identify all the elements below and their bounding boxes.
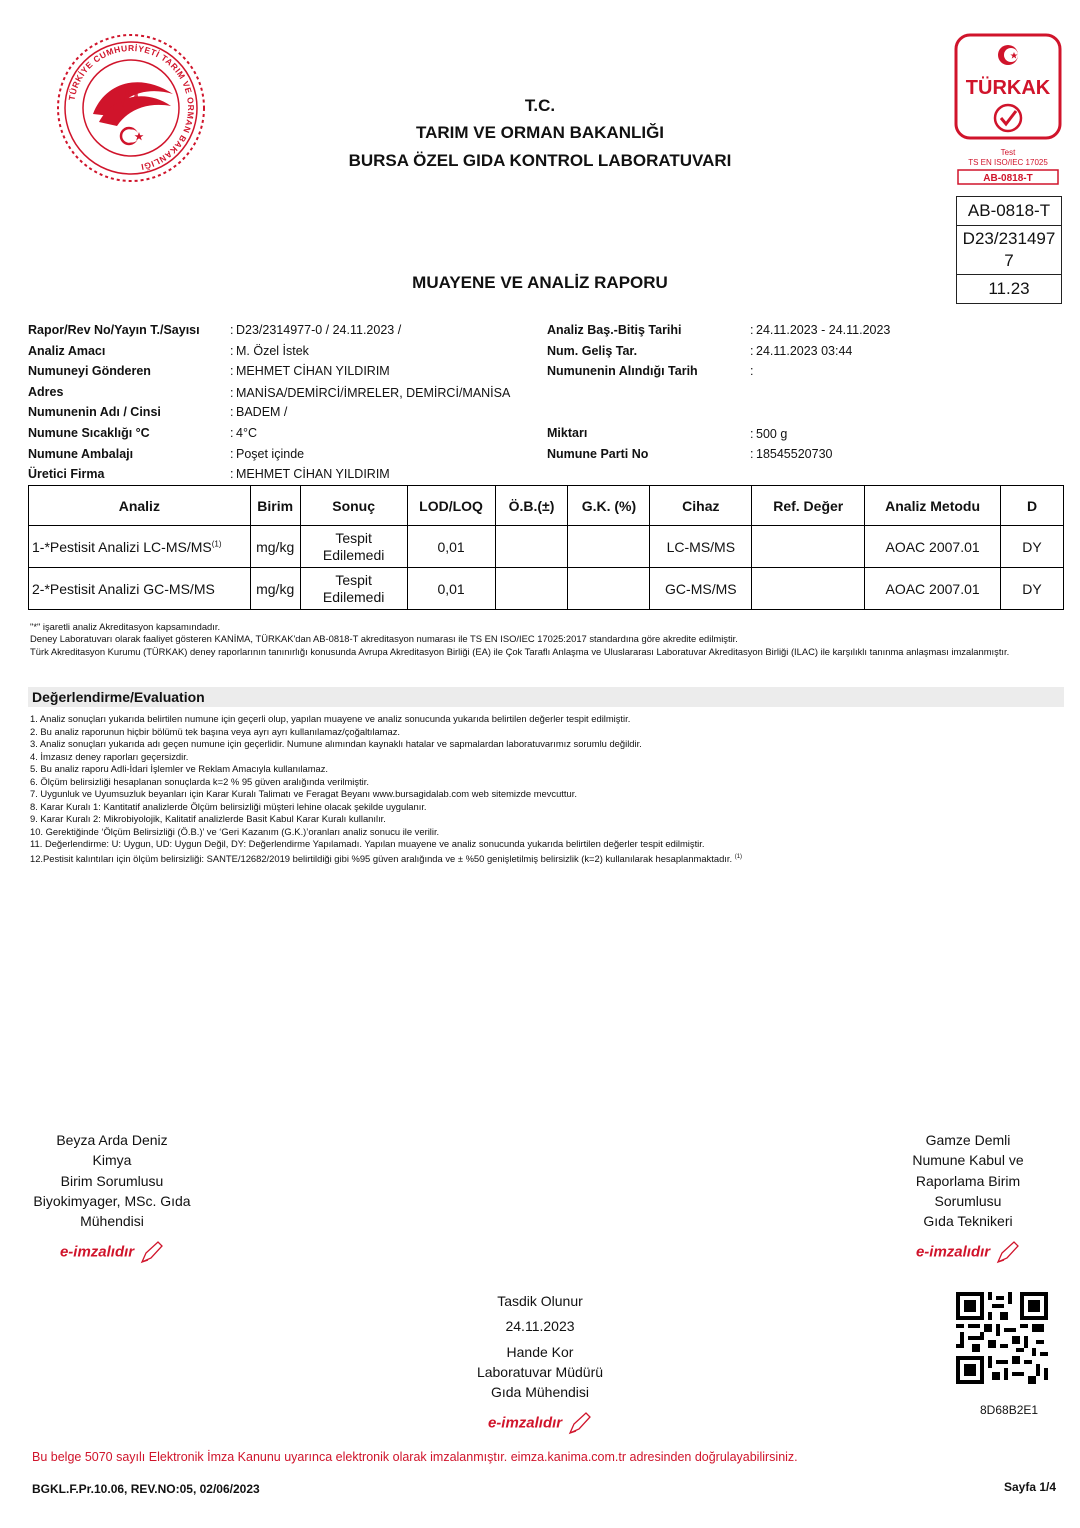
gelis-value: 24.11.2023 03:44 — [756, 343, 853, 358]
lod-loq-cell: 0,01 — [407, 526, 495, 568]
report-number-line2: 7 — [1004, 251, 1014, 270]
uretici-value: MEHMET CİHAN YILDIRIM — [236, 467, 390, 482]
results-table — [28, 485, 1064, 610]
signer-role: Laboratuvar Müdürü — [476, 1363, 604, 1380]
method-cell: AOAC 2007.01 — [865, 568, 1001, 610]
table-row — [29, 526, 1064, 568]
report-number-box — [957, 226, 1061, 275]
report-month: 11.23 — [988, 279, 1030, 298]
rapor-no-value: D23/2314977-0 / 24.11.2023 / — [236, 323, 402, 337]
analiz-tarih-label: Analiz Baş.-Bitiş Tarihi — [547, 323, 682, 337]
svg-text:TS EN ISO/IEC 17025: TS EN ISO/IEC 17025 — [968, 158, 1048, 167]
svg-text:TÜRKİYE CUMHURİYETİ TARIM VE O: TÜRKİYE CUMHURİYETİ TARIM VE ORMAN BAKANLIĞI — [66, 42, 197, 173]
svg-text:Test: Test — [1000, 148, 1016, 157]
parti-label: Numune Parti No — [547, 446, 649, 461]
sample-info-right: Analiz Baş.-Bitiş Tarihi : 24.11.2023 - 24.11.2023 Num. Geliş Tar. : 24.11.2023 03:44 Numunenin Alındığı Tarih : Miktarı : 500 g Numune Parti No : 18545520730 — [547, 320, 1047, 464]
analysis-name-cell: 1-*Pestisit Analizi LC-MS/MS$^{(1)}$ — [29, 526, 251, 568]
evaluation-list — [30, 713, 1064, 866]
lod-loq-cell: 0,01 — [407, 568, 495, 610]
list-item: 5. Bu analiz raporu Adli-İdari İşlemler ve Reklam Amacıyla kullanılamaz. — [30, 763, 329, 775]
sample-info-left: Rapor/Rev No/Yayın T./Sayısı : D23/2314977-0 / 24.11.2023 / Analiz Amacı : M. Özel İstek Numuneyi Gönderen : MEHMET CİHAN YILDIRIM Adres : MANİSA/DEMİRCİ/İMRELER, DEMİRCİ/MANİSA Numunenin Adı / Cinsi : BADEM / Numune Sıcaklığı °C : 4°C Numune Ambalajı : Poşet içinde Üretici Firma : MEHMET CİHAN YILDIRIM — [28, 320, 548, 485]
column-header: Analiz — [29, 486, 251, 526]
ambalaj-value: Poşet içinde — [236, 446, 305, 461]
recovery-cell — [568, 568, 650, 610]
header-laboratory: BURSA ÖZEL GIDA KONTROL LABORATUVARI — [348, 151, 732, 170]
list-item: 10. Gerektiğinde ‘Ölçüm Belirsizliği (Ö.B.)’ ve ‘Geri Kazanım (G.K.)’oranları analiz sonucu ile verilir. — [30, 825, 440, 837]
column-header: Birim — [250, 486, 300, 526]
table-row — [29, 568, 1064, 610]
header-ministry: TARIM VE ORMAN BAKANLIĞI — [415, 123, 665, 142]
numune-adi-value: BADEM / — [236, 405, 288, 420]
parti-value: 18545520730 — [756, 446, 833, 461]
reference-cell — [752, 526, 865, 568]
miktar-value: 500 g — [756, 426, 788, 441]
column-header: Ö.B.(±) — [495, 486, 568, 526]
analysis-name-cell: 2-*Pestisit Analizi GC-MS/MS — [29, 568, 251, 610]
accreditation-notes — [30, 621, 1064, 658]
adres-label: Adres — [28, 384, 64, 399]
signer-title: Gıda Mühendisi — [490, 1384, 590, 1401]
column-header: Cihaz — [650, 486, 752, 526]
accreditation-number: AB-0818-T — [957, 197, 1061, 226]
turkak-accreditation-logo — [954, 33, 1062, 188]
uretici-label: Üretici Firma — [28, 467, 105, 482]
list-item: 4. İmzasız deney raporları geçersizdir. — [30, 750, 189, 762]
form-code: BGKL.F.Pr.10.06, REV.NO:05, 02/06/2023 — [32, 1482, 260, 1496]
column-header: D — [1001, 486, 1064, 526]
signer-name: Hande Kor — [506, 1343, 574, 1360]
list-item: 3. Analiz sonuçları yukarıda adı geçen numune için geçerlidir. Numune alımından kaynaklı hatalar ve sapmalardan laboratuvarımız sorumlu değildir. — [30, 738, 642, 750]
recovery-cell — [568, 526, 650, 568]
rapor-no-label: Rapor/Rev No/Yayın T./Sayısı — [28, 323, 200, 337]
analiz-amaci-label: Analiz Amacı — [28, 343, 106, 358]
pen-icon — [566, 1411, 592, 1437]
numune-adi-label: Numunenin Adı / Cinsi — [28, 405, 161, 420]
e-signature-stamp: e-imzalıdır — [868, 1240, 1068, 1266]
gelis-label: Num. Geliş Tar. — [547, 343, 638, 358]
qr-code-icon — [956, 1292, 1048, 1384]
signer-role-2: Raporlama Birim — [915, 1172, 1021, 1189]
header-tc: T.C. — [524, 96, 556, 115]
evaluation-cell: DY — [1001, 568, 1064, 610]
alindigi-label: Numunenin Alındığı Tarih — [547, 364, 698, 379]
adres-value: MANİSA/DEMİRCİ/İMRELER, DEMİRCİ/MANİSA — [236, 385, 511, 400]
signer-title: Gıda Teknikeri — [923, 1213, 1013, 1230]
pen-icon — [138, 1240, 164, 1266]
sicaklik-label: Numune Sıcaklığı °C — [28, 425, 150, 440]
report-title: MUAYENE VE ANALİZ RAPORU — [412, 273, 668, 292]
column-header: LOD/LOQ — [407, 486, 495, 526]
pen-icon — [994, 1240, 1020, 1266]
evaluation-title: Değerlendirme/Evaluation — [28, 687, 1064, 707]
unit-cell: mg/kg — [250, 568, 300, 610]
signer-title: Biyokimyager, MSc. Gıda — [33, 1192, 191, 1209]
result-cell: Tespit Edilemedi — [300, 568, 407, 610]
list-item: 1. Analiz sonuçları yukarıda belirtilen numune için geçerli olup, yapılan muayene ve analiz sonucunda yukarıda belirtilen değerler tespit edilmiştir. — [30, 713, 631, 724]
e-signature-stamp: e-imzalıdır — [12, 1240, 212, 1266]
column-header: Sonuç — [300, 486, 407, 526]
approval-label: Tasdik Olunur — [497, 1293, 583, 1309]
legal-notice: Bu belge 5070 sayılı Elektronik İmza Kanunu uyarınca elektronik olarak imzalanmıştır. eimza.kanima.com.tr adresinden doğrulayabilirsiniz. — [32, 1450, 798, 1464]
e-signature-stamp: e-imzalıdır — [420, 1411, 660, 1437]
list-item: 11. Değerlendirme: U: Uygun, UD: Uygun Değil, DY: Değerlendirme Yapılamadı. Yapılan muayene ve analiz sonucunda yukarıda belirtilen değerler tespit edilmiştir. — [30, 838, 705, 850]
list-item: 2. Bu analiz raporunun hiçbir bölümü tek başına veya ayrı ayrı kullanılamaz/çoğaltılamaz. — [30, 725, 400, 737]
reference-cell — [752, 568, 865, 610]
note-kanima: Deney Laboratuvarı olarak faaliyet gösteren KANİMA, TÜRKAK'dan AB-0818-T akreditasyon numarası ile TS EN ISO/IEC 17025:2017 standardına göre akredite edilmiştir. — [30, 633, 738, 645]
unit-cell: mg/kg — [250, 526, 300, 568]
sicaklik-value: 4°C — [236, 425, 257, 440]
page-number: Sayfa 1/4 — [1004, 1480, 1057, 1494]
uncertainty-cell — [495, 568, 568, 610]
accreditation-code-box — [956, 196, 1062, 304]
uncertainty-cell — [495, 526, 568, 568]
signer-name: Beyza Arda Deniz — [56, 1132, 168, 1148]
signer-role-3: Sorumlusu — [934, 1192, 1002, 1209]
signer-name: Gamze Demli — [925, 1132, 1011, 1148]
column-header: G.K. (%) — [568, 486, 650, 526]
svg-text:TÜRKAK: TÜRKAK — [965, 77, 1051, 99]
device-cell: LC-MS/MS — [650, 526, 752, 568]
method-cell: AOAC 2007.01 — [865, 526, 1001, 568]
analiz-tarih-value: 24.11.2023 - 24.11.2023 — [756, 323, 891, 337]
analiz-amaci-value: M. Özel İstek — [236, 343, 309, 358]
device-cell: GC-MS/MS — [650, 568, 752, 610]
qr-code-text: 8D68B2E1 — [980, 1403, 1039, 1417]
signer-title-2: Mühendisi — [80, 1213, 144, 1230]
result-cell: Tespit Edilemedi — [300, 526, 407, 568]
list-item: 12.Pestisit kalıntıları için ölçüm belirsizliği: SANTE/12682/2019 belirtildiği gibi %95 güven aralığında ve ± %50 genişletilmiş belirsizlik (k=2) kullanılarak hesaplanmaktadır. $^{(1)}$ — [30, 853, 743, 865]
list-item: 6. Ölçüm belirsizliği hesaplanan sonuçlarda k=2 % 95 güven aralığında verilmiştir. — [30, 775, 369, 787]
list-item: 8. Karar Kuralı 1: Kantitatif analizlerde Ölçüm belirsizliği müşteri lehine olacak şekilde uygulanır. — [30, 800, 427, 812]
miktar-label: Miktarı — [547, 425, 588, 440]
table-header-row — [29, 486, 1064, 526]
signer-role: Birim Sorumlusu — [60, 1172, 164, 1189]
signer-unit: Kimya — [92, 1152, 132, 1169]
evaluation-cell: DY — [1001, 526, 1064, 568]
approval-date: 24.11.2023 — [505, 1318, 575, 1335]
note-turkak: Türk Akreditasyon Kurumu (TÜRKAK) deney raporlarının tanınırlığı konusunda Avrupa Akreditasyon Birliği (EA) ile Çok Taraflı Anlaşma ve Uluslararası Laboratuvar Akreditasyon Birliği (ILAC) ile karşılıklı tanınma anlaşması imzalanmıştır. — [30, 645, 1010, 657]
signature-left — [12, 1130, 212, 1266]
svg-text:AB-0818-T: AB-0818-T — [983, 173, 1033, 184]
gonderen-value: MEHMET CİHAN YILDIRIM — [236, 364, 390, 379]
list-item: 9. Karar Kuralı 2: Mikrobiyolojik, Kalitatif analizlerde Basit Kabul Karar Kuralı kullanılır. — [30, 813, 386, 825]
note-accreditation-scope: "*" işaretli analiz Akreditasyon kapsamındadır. — [30, 621, 221, 632]
report-number-line1: D23/231497 — [962, 229, 1056, 248]
approval-signature — [420, 1291, 660, 1437]
signature-right — [868, 1130, 1068, 1266]
ambalaj-label: Numune Ambalajı — [28, 446, 134, 461]
column-header: Ref. Değer — [752, 486, 865, 526]
gonderen-label: Numuneyi Gönderen — [28, 364, 151, 379]
signer-role: Numune Kabul ve — [912, 1152, 1024, 1169]
list-item: 7. Uygunluk ve Uyumsuzluk beyanları için Karar Kuralı Talimatı ve Feragat Beyanı www.bursagidalab.com web sitemizde mevcuttur. — [30, 788, 577, 800]
column-header: Analiz Metodu — [865, 486, 1001, 526]
